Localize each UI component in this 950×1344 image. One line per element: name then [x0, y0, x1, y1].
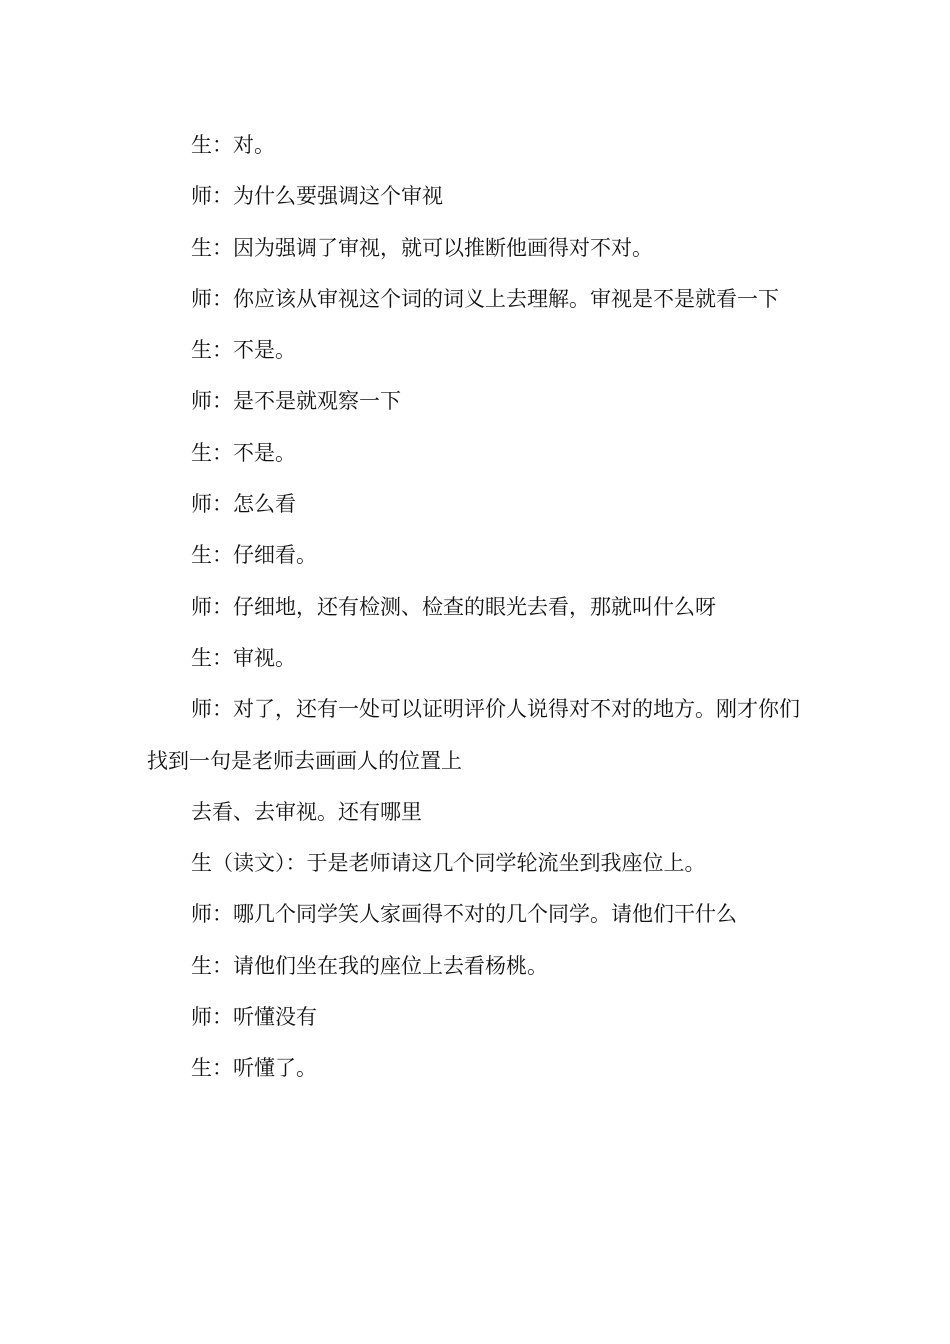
dialogue-line-16: 生：请他们坐在我的座位上去看杨桃。 [191, 953, 548, 978]
dialogue-line-2: 师：为什么要强调这个审视 [191, 184, 443, 209]
document-page [147, 120, 807, 1095]
dialogue-line-7: 生：不是。 [191, 440, 296, 465]
dialogue-line-3: 生：因为强调了审视，就可以推断他画得对不对。 [191, 235, 653, 260]
dialogue-line-11: 生：审视。 [191, 645, 296, 670]
dialogue-line-15: 师：哪几个同学笑人家画得不对的几个同学。请他们干什么 [191, 902, 737, 927]
dialogue-line-17: 师：听懂没有 [191, 1005, 317, 1030]
dialogue-line-18: 生：听懂了。 [191, 1056, 317, 1081]
dialogue-line-1: 生：对。 [191, 133, 275, 157]
dialogue-line-14: 生（读文）：于是老师请这几个同学轮流坐到我座位上。 [191, 851, 706, 876]
dialogue-line-5: 生：不是。 [191, 338, 296, 363]
dialogue-line-9: 生：仔细看。 [191, 543, 317, 568]
dialogue-line-4: 师：你应该从审视这个词的词义上去理解。审视是不是就看一下 [191, 286, 779, 311]
dialogue-line-13: 去看、去审视。还有哪里 [191, 799, 422, 824]
dialogue-line-12: 师：对了，还有一处可以证明评价人说得对不对的地方。刚才你们找到一句是老师去画画人的位置上 [147, 697, 800, 773]
dialogue-line-8: 师：怎么看 [191, 492, 296, 517]
dialogue-line-10: 师：仔细地，还有检测、检查的眼光去看，那就叫什么呀 [191, 594, 716, 619]
dialogue-line-6: 师：是不是就观察一下 [191, 389, 401, 414]
